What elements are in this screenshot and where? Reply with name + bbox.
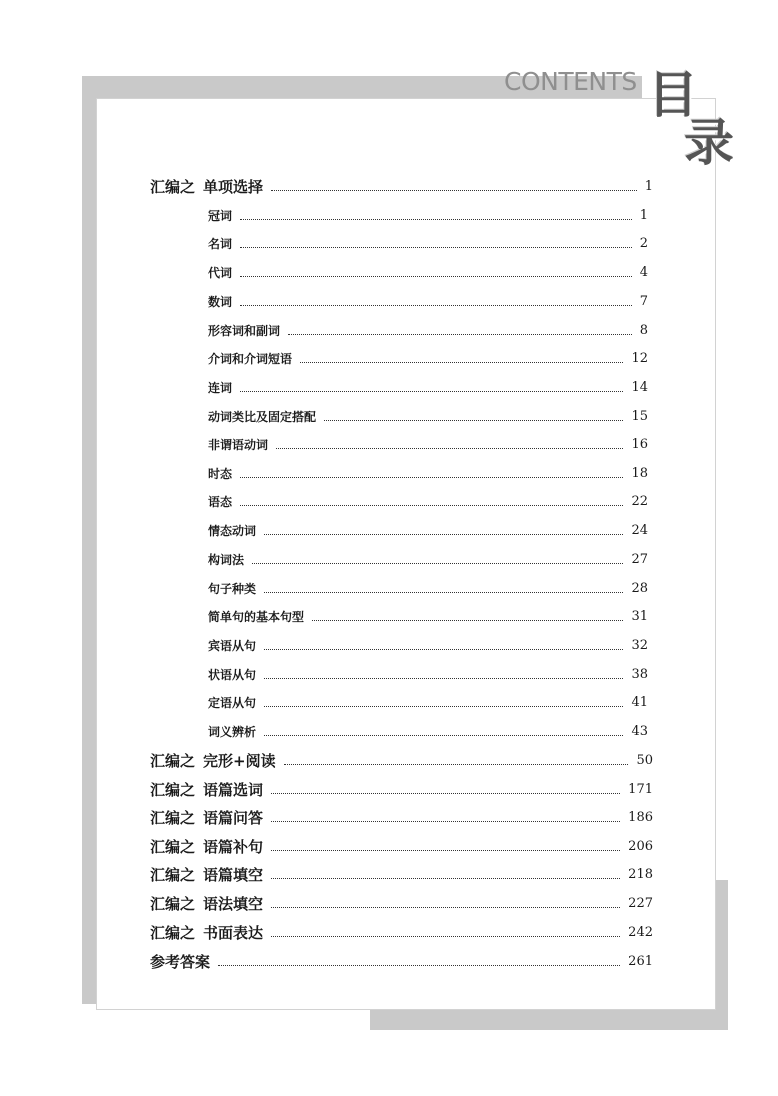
toc-leader-dots — [324, 420, 623, 421]
toc-entry-title: 代词 — [208, 265, 233, 280]
toc-entry-page: 22 — [631, 493, 648, 509]
toc-leader-dots — [264, 735, 623, 736]
toc-entry[interactable] — [208, 348, 648, 368]
toc-entry-prefix: 汇编之 — [150, 177, 196, 196]
toc-entry-title: 语篇问答 — [203, 808, 264, 827]
toc-entry-prefix: 汇编之 — [150, 780, 196, 799]
toc-entry[interactable] — [208, 549, 648, 569]
toc-leader-dots — [264, 706, 623, 707]
toc-entry-page: 14 — [631, 379, 648, 395]
toc-entry-title: 动词类比及固定搭配 — [208, 409, 317, 424]
toc-entry-prefix: 汇编之 — [150, 808, 196, 827]
toc-entry[interactable] — [208, 262, 648, 282]
toc-entry-page: 24 — [631, 522, 648, 538]
toc-entry[interactable] — [150, 893, 653, 913]
toc-entry[interactable] — [208, 578, 648, 598]
toc-leader-dots — [312, 620, 623, 621]
toc-entry[interactable] — [150, 922, 653, 942]
toc-entry-title: 非谓语动词 — [208, 437, 269, 452]
toc-entry-page: 38 — [631, 666, 648, 682]
toc-entry-prefix: 汇编之 — [150, 865, 196, 884]
toc-entry-title: 完形+阅读 — [203, 751, 276, 770]
toc-leader-dots — [240, 276, 632, 277]
toc-leader-dots — [300, 362, 623, 363]
toc-leader-dots — [284, 764, 629, 765]
toc-entry-title: 词义辨析 — [208, 724, 257, 739]
mulu-char-1: 目 — [648, 66, 698, 124]
toc-entry[interactable] — [150, 836, 653, 856]
toc-entry[interactable] — [208, 320, 648, 340]
toc-entry-title: 参考答案 — [150, 952, 211, 971]
toc-entry[interactable] — [208, 377, 648, 397]
toc-entry-page: 1 — [639, 207, 648, 223]
toc-leader-dots — [271, 907, 620, 908]
toc-entry-page: 18 — [631, 465, 648, 481]
mulu-char-2: 录 — [684, 114, 734, 172]
toc-entry[interactable] — [208, 463, 648, 483]
toc-entry-page: 28 — [631, 580, 648, 596]
toc-entry-title: 名词 — [208, 236, 233, 251]
toc-entry-title: 时态 — [208, 466, 233, 481]
toc-entry-page: 15 — [631, 408, 648, 424]
toc-entry[interactable] — [208, 291, 648, 311]
toc-leader-dots — [240, 505, 623, 506]
toc-leader-dots — [264, 592, 623, 593]
toc-entry[interactable] — [150, 176, 653, 196]
toc-entry[interactable] — [208, 406, 648, 426]
toc-entry[interactable] — [208, 606, 648, 626]
toc-leader-dots — [240, 305, 632, 306]
toc-entry[interactable] — [150, 779, 653, 799]
toc-entry-page: 218 — [628, 866, 653, 882]
toc-entry-page: 16 — [631, 436, 648, 452]
toc-entry-page: 31 — [631, 608, 648, 624]
toc-entry-page: 2 — [639, 235, 648, 251]
toc-entry[interactable] — [208, 664, 648, 684]
toc-entry-title: 简单句的基本句型 — [208, 609, 305, 624]
toc-entry-page: 7 — [639, 293, 648, 309]
toc-leader-dots — [276, 448, 623, 449]
toc-entry[interactable] — [208, 491, 648, 511]
toc-entry-title: 语法填空 — [203, 894, 264, 913]
toc-entry-title: 冠词 — [208, 208, 233, 223]
toc-entry-title: 语篇选词 — [203, 780, 264, 799]
toc-leader-dots — [252, 563, 623, 564]
toc-entry-prefix: 汇编之 — [150, 751, 196, 770]
toc-entry-page: 41 — [631, 694, 648, 710]
frame-shadow-right — [714, 880, 728, 1030]
toc-entry[interactable] — [208, 205, 648, 225]
toc-entry-page: 32 — [631, 637, 648, 653]
toc-entry-title: 语篇补句 — [203, 837, 264, 856]
toc-leader-dots — [271, 793, 620, 794]
toc-entry-prefix: 汇编之 — [150, 837, 196, 856]
toc-entry-page: 171 — [628, 781, 653, 797]
toc-entry-title: 介词和介词短语 — [208, 351, 293, 366]
toc-leader-dots — [271, 821, 620, 822]
toc-entry-title: 宾语从句 — [208, 638, 257, 653]
toc-entry-page: 27 — [631, 551, 648, 567]
toc-entry-prefix: 汇编之 — [150, 894, 196, 913]
toc-entry-page: 186 — [628, 809, 653, 825]
toc-entry-title: 句子种类 — [208, 581, 257, 596]
toc-leader-dots — [271, 936, 620, 937]
mulu-heading — [648, 66, 734, 172]
toc-entry[interactable] — [150, 750, 653, 770]
toc-entry[interactable] — [208, 434, 648, 454]
toc-leader-dots — [288, 334, 632, 335]
toc-entry-title: 形容词和副词 — [208, 323, 281, 338]
toc-entry-title: 单项选择 — [203, 177, 264, 196]
toc-leader-dots — [240, 247, 632, 248]
frame-shadow-bottom — [370, 1010, 728, 1030]
toc-entry[interactable] — [150, 864, 653, 884]
contents-heading: CONTENTS — [504, 67, 637, 96]
toc-entry[interactable] — [208, 721, 648, 741]
toc-leader-dots — [271, 190, 637, 191]
toc-entry-page: 12 — [631, 350, 648, 366]
toc-leader-dots — [218, 965, 620, 966]
toc-entry-title: 情态动词 — [208, 523, 257, 538]
toc-leader-dots — [240, 391, 623, 392]
toc-entry-prefix: 汇编之 — [150, 923, 196, 942]
toc-leader-dots — [240, 219, 632, 220]
toc-entry-page: 8 — [639, 322, 648, 338]
toc-entry-page: 1 — [644, 178, 653, 194]
toc-entry[interactable] — [208, 520, 648, 540]
toc-entry-title: 连词 — [208, 380, 233, 395]
toc-entry[interactable] — [208, 635, 648, 655]
toc-entry[interactable] — [150, 807, 653, 827]
toc-entry-title: 定语从句 — [208, 695, 257, 710]
toc-entry-page: 4 — [639, 264, 648, 280]
toc-entry-page: 206 — [628, 838, 653, 854]
toc-leader-dots — [240, 477, 623, 478]
toc-leader-dots — [271, 850, 620, 851]
toc-entry-page: 50 — [636, 752, 653, 768]
toc-entry[interactable] — [150, 951, 653, 971]
toc-leader-dots — [264, 678, 623, 679]
toc-entry-title: 书面表达 — [203, 923, 264, 942]
toc-entry-title: 构词法 — [208, 552, 245, 567]
toc-leader-dots — [271, 878, 620, 879]
toc-entry-title: 语篇填空 — [203, 865, 264, 884]
toc-entry-title: 状语从句 — [208, 667, 257, 682]
toc-entry[interactable] — [208, 233, 648, 253]
toc-entry-title: 数词 — [208, 294, 233, 309]
toc-entry-title: 语态 — [208, 494, 233, 509]
toc-entry-page: 242 — [628, 924, 653, 940]
toc-leader-dots — [264, 649, 623, 650]
toc-entry-page: 261 — [628, 953, 653, 969]
toc-entry-page: 43 — [631, 723, 648, 739]
toc-entry-page: 227 — [628, 895, 653, 911]
toc-leader-dots — [264, 534, 623, 535]
toc-entry[interactable] — [208, 692, 648, 712]
